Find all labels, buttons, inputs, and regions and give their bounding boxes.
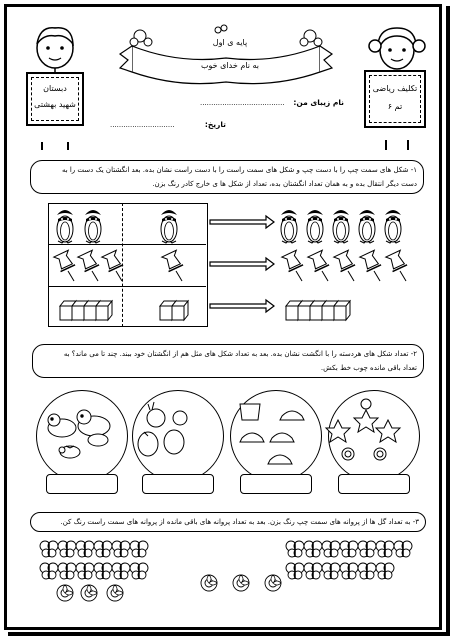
- bismillah-label: به نام خدای خوب: [201, 61, 259, 70]
- school-sign: [26, 72, 84, 126]
- q1-text-line1: ۱- شکل های سمت چپ را با دست چپ و شکل های سمت راست را با دست راست نشان بده. بعد انگشتان یک دست را به: [61, 166, 417, 174]
- q1-instruction-box: [30, 160, 424, 194]
- pushpin-row: [52, 247, 448, 287]
- penguin-row: [52, 205, 448, 245]
- homework-line1: تکلیف ریاضی: [372, 84, 418, 93]
- answer-box-fruits[interactable]: [142, 474, 214, 494]
- school-line2: شهید بهشتی: [34, 100, 76, 109]
- answer-box-hats[interactable]: [240, 474, 312, 494]
- name-label: نام زیبای من:: [293, 98, 344, 107]
- name-field[interactable]: ......................................: [200, 99, 285, 107]
- page-shadow-bottom: [8, 632, 450, 636]
- cube-row: [52, 294, 448, 326]
- grade-label: پایه ی اول: [212, 38, 248, 47]
- q2-instruction-box: [32, 344, 424, 378]
- q3-text: ۳- به تعداد گل ها از پروانه های سمت چپ رنگ بزن. بعد به تعداد پروانه های باقی مانده از پروانه های سمت راست رنگ کن.: [60, 518, 419, 526]
- date-label: تاریخ:: [204, 120, 226, 129]
- date-field[interactable]: .............................: [110, 121, 175, 129]
- q3-instruction-box: [30, 512, 426, 532]
- homework-line2: تم ۶: [387, 102, 403, 111]
- butterfly-flower-area: [36, 538, 428, 604]
- homework-sign-inner: [369, 75, 421, 123]
- q2-text-line2: تعداد باقی مانده چوب خط بکش.: [320, 364, 417, 372]
- bubble-contents: [36, 390, 428, 482]
- answer-box-stars[interactable]: [338, 474, 410, 494]
- title-banner-icon: [118, 24, 334, 94]
- school-line1: دبستان: [43, 84, 67, 93]
- q2-text-line1: ۲- تعداد شکل های هردسته را با انگشت نشان بده. بعد به تعداد شکل های مثل هم از انگشتان خود ببند. چند تا می ماند؟ به: [63, 350, 417, 358]
- homework-sign: [364, 70, 426, 128]
- q1-text-line2: دست دیگر انتقال بده و به همان تعداد انگشتان بده، تعداد از شکل ها ی خارج کادر رنگ بزن.: [152, 180, 417, 188]
- answer-box-birds[interactable]: [46, 474, 118, 494]
